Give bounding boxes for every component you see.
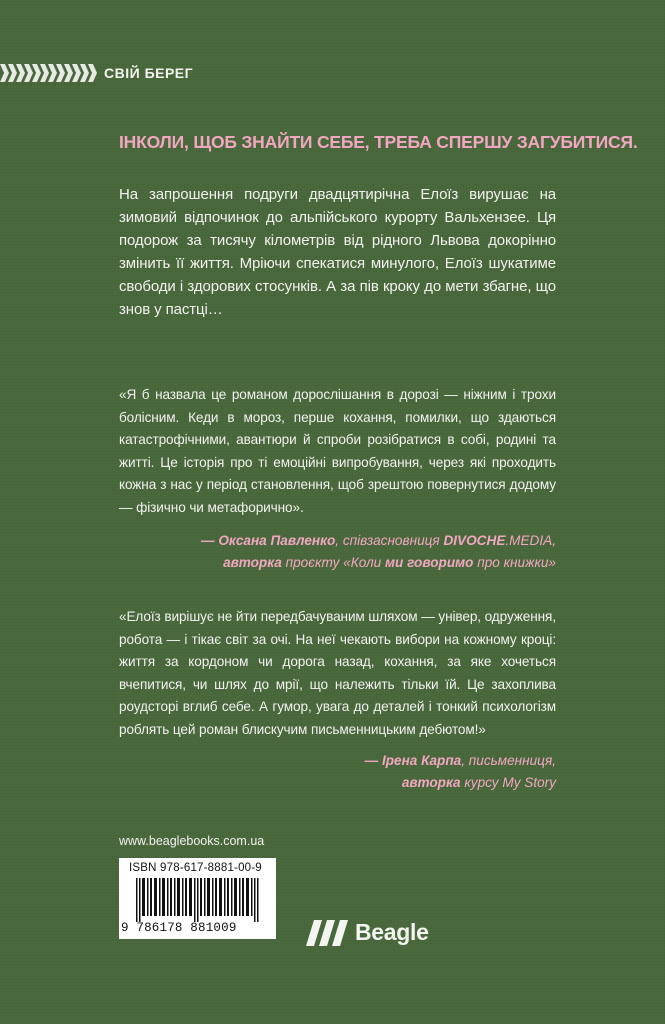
beagle-m-logo-icon (306, 920, 350, 946)
review-attribution-2 (365, 750, 556, 794)
series-header (0, 62, 193, 84)
series-label: СВІЙ БЕРЕГ (104, 65, 194, 81)
reviewer-credit-a: авторка (401, 775, 461, 790)
reviewer-role: , співзасновниця (335, 533, 444, 548)
reviewer-role: , письменниця, (461, 753, 556, 768)
reviewer-name: Оксана Павленко (218, 533, 336, 548)
tagline: ІНКОЛИ, ЩОБ ЗНАЙТИ СЕБЕ, ТРЕБА СПЕРШУ ЗАГУБИТИСЯ. (119, 132, 638, 152)
barcode-icon (136, 878, 262, 922)
reviewer-credit-a: авторка (223, 555, 282, 570)
reviewer-credit-b: проєкту «Коли (281, 555, 385, 570)
attribution-dash: — (364, 753, 382, 768)
publisher-website[interactable]: www.beaglebooks.com.ua (119, 834, 265, 848)
attribution-line-2 (365, 772, 556, 794)
reviewer-credit-b: курсу My Story (460, 775, 556, 790)
review-quote-1: «Я б назвала це романом дорослішання в дорозі — ніжним і трохи болісним. Кеди в мороз, перше кохання, помилки, що здаються катастрофічними, авантюри й спроби розібратися в собі, родині та житті. Це історія про ті емоційні випробування, через які проходить кожна з нас у період становлення, щоб зрештою повернутися додому — фізично чи метафорично». (119, 387, 556, 515)
reviewer-org: DIVOCHE (443, 533, 506, 548)
review-attribution-1 (201, 530, 556, 574)
attribution-line-1 (201, 530, 556, 552)
reviewer-credit-c: ми говоримо (384, 555, 474, 570)
isbn-label: ISBN 978-617-8881-00-9 (129, 862, 262, 874)
reviewer-name: Ірена Карпа (381, 753, 462, 768)
reviewer-credit-d: про книжки» (473, 555, 556, 570)
reviewer-org-suffix: .MEDIA, (505, 533, 556, 548)
attribution-line-1 (365, 750, 556, 772)
book-blurb: На запрошення подруги двадцятирічна Елоїз вирушає на зимовий відпочинок до альпійського курорту Вальхензее. Ця подорож за тисячу кілометрів від рідного Львова докорінно змінить її життя. Мріючи спекатися минулого, Елоїз шукатиме свободи і здорових стосунків. А за пів кроку до мети збагне, що знов у пастці… (119, 186, 556, 318)
chevron-row-icon (0, 64, 96, 82)
review-quote-2: «Елоїз вирішує не йти передбачуваним шляхом — універ, одруження, робота — і тікає світ за очі. На неї чекають вибори на кожному кроці: життя за кордоном чи дорога назад, кохання, за яке хочеться вчепитися, чи шлях до мрії, що належить тільки їй. Це захоплива роудсторі вглиб себе. А гумор, увага до деталей і тонкий психологізм роблять цей роман блискучим письменницьким дебютом!» (119, 609, 556, 737)
publisher-name: Beagle (355, 919, 429, 945)
isbn-barcode (119, 858, 276, 939)
attribution-line-2 (201, 552, 556, 574)
ean-digits: 9 786178 881009 (121, 921, 237, 935)
attribution-dash: — (200, 533, 219, 548)
publisher-logo (306, 919, 429, 946)
